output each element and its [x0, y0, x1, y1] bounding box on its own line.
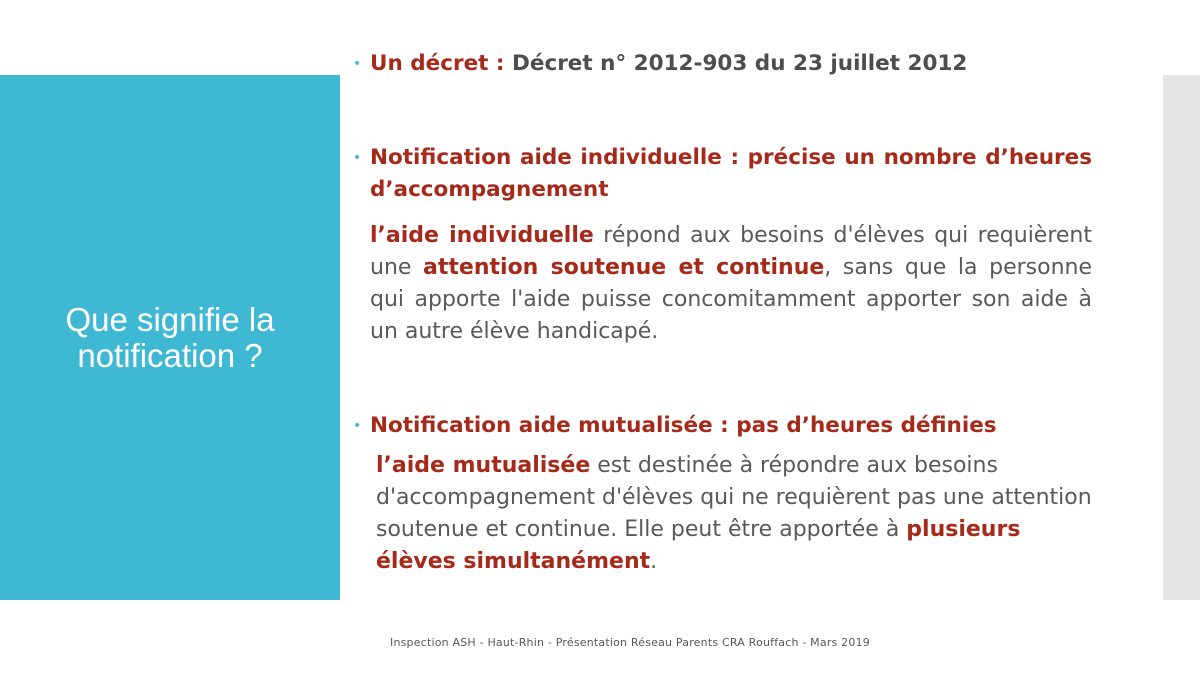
- aide-individuelle-heading: Notification aide individuelle : précise un nombre d’heures d’accompagnement: [370, 145, 1092, 202]
- aide-individuelle-text1: répond aux besoins d'élèves qui requièrent une: [370, 223, 1093, 280]
- slide-content: [350, 48, 1092, 578]
- slide-title-line2: notification ?: [77, 336, 263, 374]
- bullet-aide-mutualisee: [350, 410, 1092, 442]
- bullet-dot-icon: •: [353, 150, 362, 166]
- aide-individuelle-text2: , sans que la personne qui apporte l'aide puisse concomitamment apporter son aide à un autre élève handicapé.: [370, 255, 1093, 344]
- decret-label: Un décret :: [370, 51, 505, 76]
- slide-title: [65, 302, 274, 374]
- aide-individuelle-lead: l’aide individuelle: [370, 223, 594, 248]
- bullet-dot-icon: •: [353, 418, 362, 434]
- title-panel: [0, 75, 340, 600]
- aide-mutualisee-text1: est destinée à répondre aux besoins d'accompagnement d'élèves qui ne requièrent pas une attention soutenue et continue. Elle peut être apportée à: [376, 453, 1092, 542]
- aide-mutualisee-description: [350, 450, 1092, 578]
- aide-mutualisee-text2: .: [650, 549, 658, 574]
- decret-value: Décret n° 2012-903 du 23 juillet 2012: [512, 51, 968, 76]
- aide-mutualisee-lead: l’aide mutualisée: [376, 453, 591, 478]
- right-decorative-bar: [1163, 75, 1200, 600]
- aide-individuelle-emphasis: attention soutenue et continue: [423, 255, 825, 280]
- bullet-aide-individuelle: [350, 142, 1092, 206]
- bullet-dot-icon: •: [353, 56, 362, 72]
- aide-mutualisee-emphasis: plusieurs élèves simultanément: [376, 517, 1021, 574]
- slide-footer: Inspection ASH - Haut-Rhin - Présentation Réseau Parents CRA Rouffach - Mars 2019: [390, 636, 870, 649]
- slide-title-line1: Que signifie la: [65, 300, 275, 338]
- aide-mutualisee-heading: Notification aide mutualisée : pas d’heures définies: [370, 413, 997, 438]
- bullet-decret: [350, 48, 1092, 80]
- aide-individuelle-description: [350, 220, 1092, 348]
